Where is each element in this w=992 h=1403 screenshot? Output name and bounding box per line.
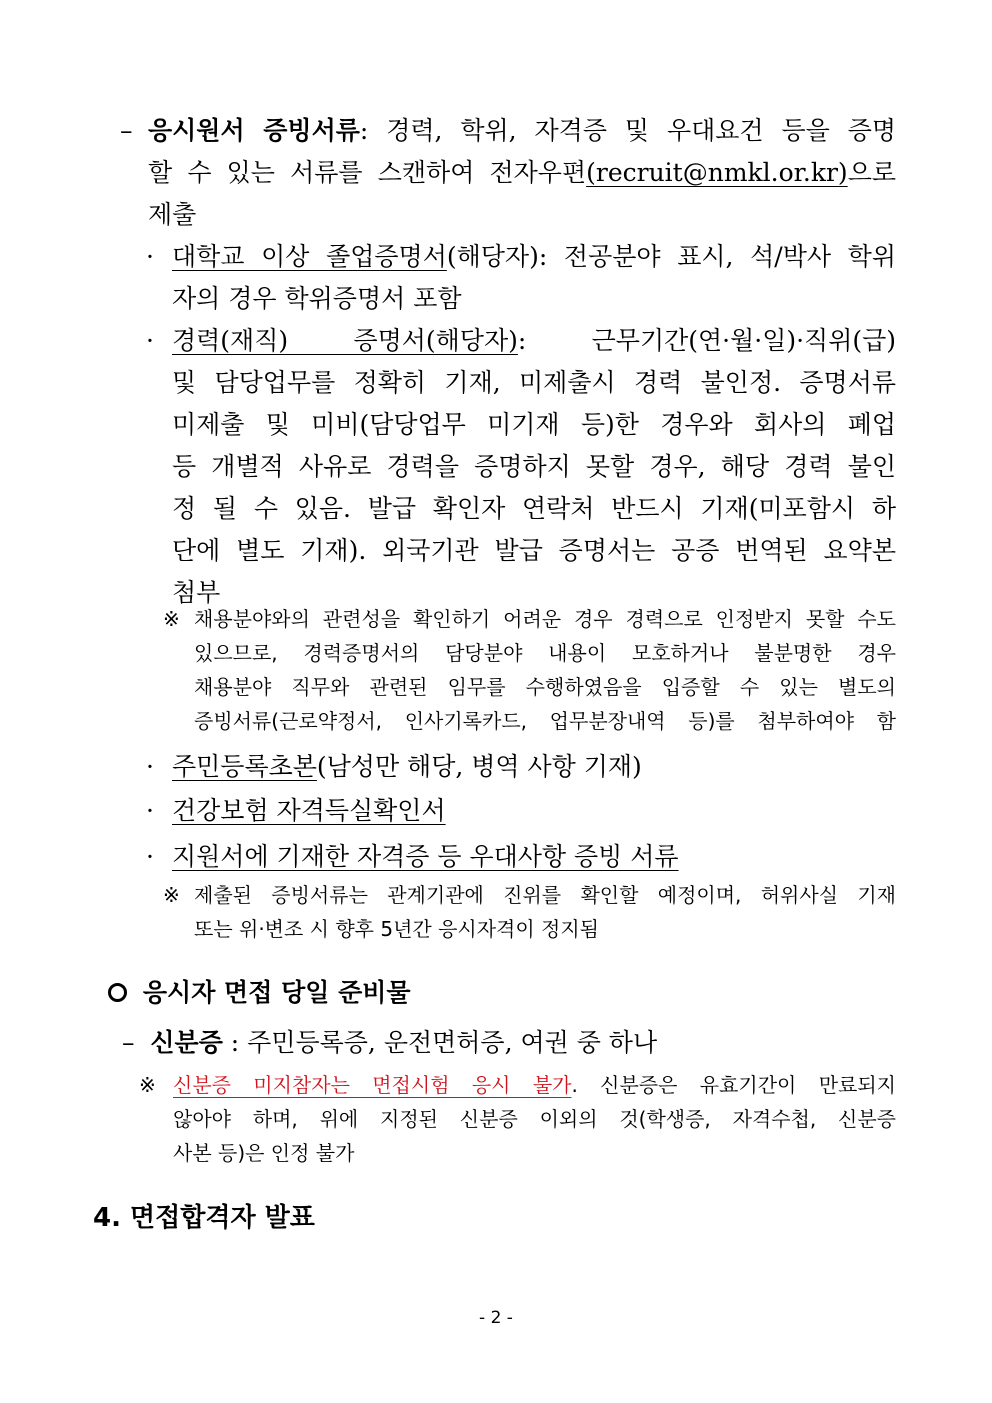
career-note-line-4: 증빙서류(근로약정서, 인사기록카드, 업무분장내역 등)를 첨부하여야 함: [194, 709, 896, 733]
circle-bullet-icon: [108, 983, 127, 1002]
id-description: : 주민등록증, 운전면허증, 여권 중 하나: [222, 1028, 658, 1057]
career-line-6: 단에 별도 기재). 외국기관 발급 증명서는 공증 번역된 요약본: [172, 536, 896, 565]
item-resident: [146, 746, 896, 788]
item-degree: [146, 236, 896, 320]
dash-marker: –: [122, 1028, 135, 1057]
item-insurance: [146, 790, 896, 832]
id-note: [139, 1068, 896, 1170]
career-line-7: 첨부: [172, 578, 221, 607]
preference-line: [172, 836, 896, 878]
bullet-marker: ·: [146, 796, 154, 825]
resident-line: 주민등록초본(남성만 해당, 병역 사항 기재): [172, 752, 642, 781]
docs-line-3: 제출: [148, 200, 197, 229]
career-line-2: 및 담당업무를 정확히 기재, 미제출시 경력 불인정. 증명서류: [172, 368, 896, 397]
career-line-4: 등 개별적 사유로 경력을 증명하지 못할 경우, 해당 경력 불인: [172, 452, 896, 481]
degree-title: 대학교 이상 졸업증명서: [172, 242, 447, 271]
insurance-title: 건강보험 자격득실확인서: [172, 796, 446, 825]
insurance-line: [172, 790, 896, 832]
docs-line-1: 응시원서 증빙서류: 경력, 학위, 자격증 및 우대요건 등을 증명: [148, 116, 896, 145]
bullet-marker: ·: [146, 842, 154, 871]
career-line-5: 정 될 수 있음. 발급 확인자 연락처 반드시 기재(미포함시 하: [172, 494, 896, 523]
docs-section: [120, 110, 896, 236]
item-career: [146, 320, 896, 614]
resident-title: 주민등록초본: [172, 752, 317, 781]
career-line-1: 경력(재직) 증명서(해당자): 근무기간(연·월·일)·직위(급): [172, 326, 896, 355]
item-preference: [146, 836, 896, 878]
note-marker: ※: [163, 607, 180, 631]
bullet-marker: ·: [146, 752, 154, 781]
career-line-3: 미제출 및 미비(담당업무 미기재 등)한 경우와 회사의 폐업: [172, 410, 896, 439]
career-note-line-2: 있으므로, 경력증명서의 담당분야 내용이 모호하거나 불분명한 경우: [194, 641, 896, 665]
section-4-heading: 4. 면접합격자 발표: [93, 1203, 315, 1233]
false-note-line-1: 제출된 증빙서류는 관계기관에 진위를 확인할 예정이며, 허위사실 기재: [194, 883, 896, 907]
career-note: [163, 602, 896, 738]
degree-line-2: 자의 경우 학위증명서 포함: [172, 284, 462, 313]
career-title: 경력(재직) 증명서(해당자): [172, 326, 518, 355]
dash-marker: –: [120, 116, 133, 145]
id-warning: 신분증 미지참자는 면접시험 응시 불가: [173, 1073, 572, 1097]
career-note-line-1: 채용분야와의 관련성을 확인하기 어려운 경우 경력으로 인정받지 못할 수도: [194, 607, 896, 631]
id-title: 신분증: [150, 1028, 223, 1057]
page-number: - 2 -: [479, 1308, 513, 1328]
false-note: [163, 878, 896, 946]
note-marker: ※: [163, 883, 180, 907]
id-note-line-3: 사본 등)은 인정 불가: [173, 1141, 355, 1165]
preference-title: 지원서에 기재한 자격증 등 우대사항 증빙 서류: [172, 842, 679, 871]
id-note-line-1: 신분증 미지참자는 면접시험 응시 불가. 신분증은 유효기간이 만료되지: [173, 1073, 896, 1097]
bullet-marker: ·: [146, 242, 154, 271]
interview-prep-heading: [108, 972, 888, 1014]
id-note-line-2: 않아야 하며, 위에 지정된 신분증 이외의 것(학생증, 자격수첩, 신분증: [173, 1107, 896, 1131]
career-note-line-3: 채용분야 직무와 관련된 임무를 수행하였음을 입증할 수 있는 별도의: [194, 675, 896, 699]
degree-line-1: 대학교 이상 졸업증명서(해당자): 전공분야 표시, 석/박사 학위: [172, 242, 896, 271]
docs-title: 응시원서 증빙서류: [148, 116, 360, 145]
bullet-marker: ·: [146, 326, 154, 355]
interview-prep-title: 응시자 면접 당일 준비물: [142, 978, 411, 1007]
note-marker: ※: [139, 1073, 156, 1097]
false-note-line-2: 또는 위·변조 시 향후 5년간 응시자격이 정지됨: [194, 917, 599, 941]
docs-line-2: 할 수 있는 서류를 스캔하여 전자우편(recruit@nmkl.or.kr)으로: [148, 158, 896, 187]
id-requirement: [122, 1022, 896, 1064]
email-link[interactable]: (recruit@nmkl.or.kr): [586, 158, 848, 187]
